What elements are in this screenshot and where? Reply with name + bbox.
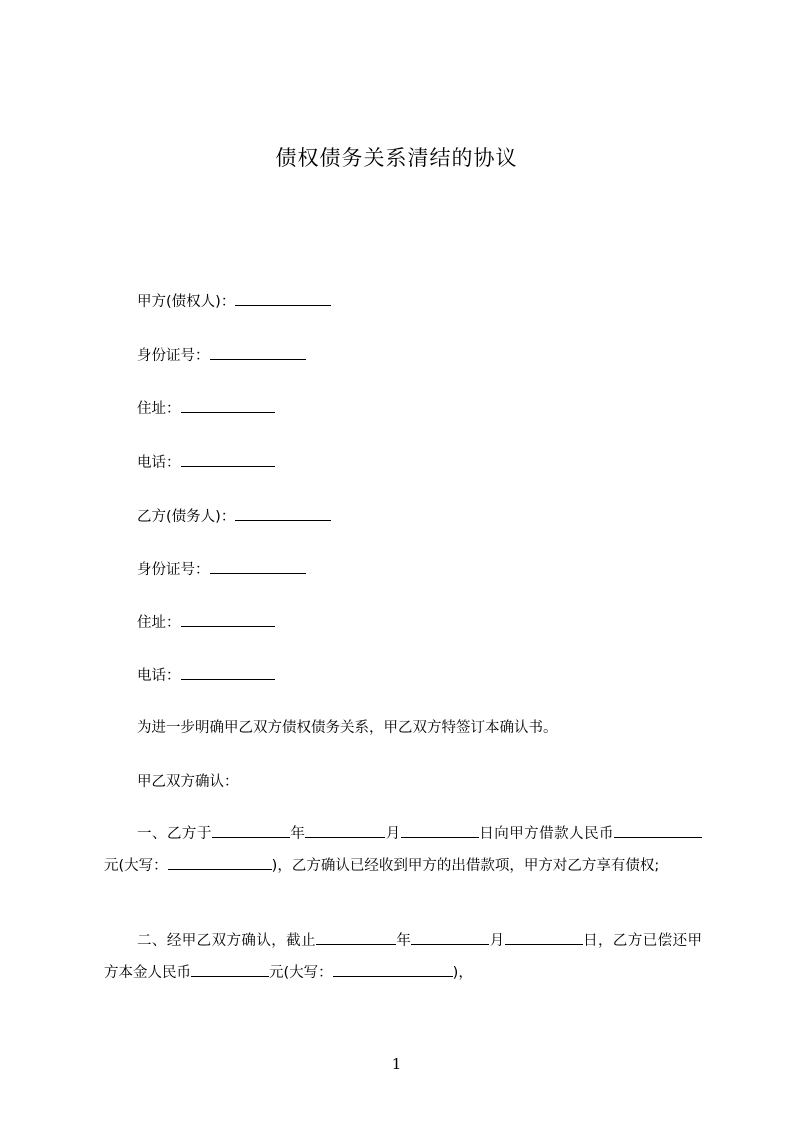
clause-1-month-blank[interactable] — [305, 823, 385, 838]
clause-1-day-text: 日向甲方借款人民币 — [478, 826, 615, 842]
party-b-address-blank[interactable] — [181, 612, 275, 627]
clause-1-prefix: 一、乙方于 — [137, 826, 212, 842]
clause-2-day-text: 日，乙方已偿还甲方本金人民币 — [104, 933, 703, 981]
intro-text: 为进一步明确甲乙双方债权债务关系，甲乙双方特签订本确认书。 — [137, 720, 558, 736]
party-a-name-blank[interactable] — [235, 291, 331, 306]
clause-2-rest: )， — [452, 965, 473, 981]
clause-2-amount-words-blank[interactable] — [333, 962, 453, 977]
party-a-phone-line — [137, 452, 275, 473]
party-a-address-line — [137, 398, 275, 419]
clause-1 — [104, 818, 702, 882]
clause-1-month-label: 月 — [385, 826, 401, 842]
party-b-line — [137, 506, 331, 527]
party-a-address-label: 住址： — [137, 401, 181, 417]
clause-1-rest: )，乙方确认已经收到甲方的出借款项，甲方对乙方享有债权; — [271, 858, 660, 874]
party-b-label: 乙方(债务人)： — [137, 509, 236, 525]
page-number: 1 — [391, 1055, 402, 1073]
clause-2-day-blank[interactable] — [505, 930, 583, 945]
clause-2-amount-blank[interactable] — [191, 962, 269, 977]
party-b-address-line — [137, 612, 275, 633]
party-a-label: 甲方(债权人)： — [137, 294, 236, 310]
party-b-id-line — [137, 559, 306, 580]
party-b-id-label: 身份证号： — [137, 562, 210, 578]
clause-1-yuan-text: 元(大写： — [104, 858, 168, 874]
clause-2 — [104, 925, 702, 989]
clause-2-month-label: 月 — [489, 933, 505, 949]
party-a-id-label: 身份证号： — [137, 348, 210, 364]
party-a-phone-label: 电话： — [137, 455, 181, 471]
document-title: 债权债务关系清结的协议 — [275, 146, 518, 170]
clause-2-prefix: 二、经甲乙双方确认，截止 — [137, 933, 316, 949]
confirm-heading: 甲乙双方确认： — [137, 774, 239, 790]
party-a-id-line — [137, 345, 306, 366]
party-a-phone-blank[interactable] — [181, 452, 275, 467]
party-b-phone-blank[interactable] — [181, 665, 275, 680]
clause-1-year-label: 年 — [289, 826, 306, 842]
clause-1-year-blank[interactable] — [212, 823, 290, 838]
party-a-address-blank[interactable] — [181, 398, 275, 413]
clause-2-year-blank[interactable] — [316, 930, 396, 945]
party-b-phone-label: 电话： — [137, 668, 181, 684]
clause-2-month-blank[interactable] — [411, 930, 489, 945]
party-b-id-blank[interactable] — [210, 559, 306, 574]
clause-1-day-blank[interactable] — [401, 823, 479, 838]
clause-1-amount-words-blank[interactable] — [168, 855, 272, 870]
party-b-address-label: 住址： — [137, 615, 181, 631]
clause-2-year-label: 年 — [396, 933, 412, 949]
party-b-name-blank[interactable] — [235, 506, 331, 521]
party-b-phone-line — [137, 665, 275, 686]
clause-1-amount-blank[interactable] — [614, 823, 702, 838]
party-a-id-blank[interactable] — [210, 345, 306, 360]
party-a-line — [137, 291, 331, 312]
clause-2-yuan-text: 元(大写： — [269, 965, 333, 981]
